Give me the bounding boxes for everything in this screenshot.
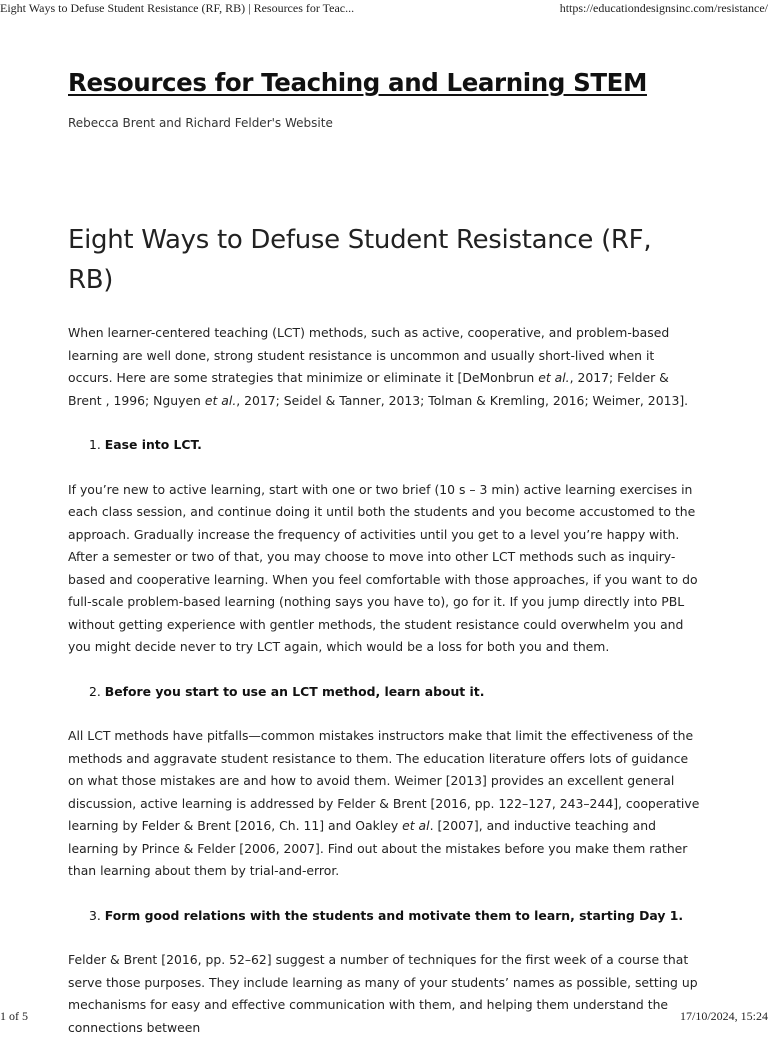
strategy-heading-3: 3. Form good relations with the students and motivate them to learn, starting Day 1. <box>89 907 684 923</box>
site-title <box>68 64 700 102</box>
post-title: Eight Ways to Defuse Student Resistance (RF, RB) <box>68 225 652 295</box>
print-header-title: Eight Ways to Defuse Student Resistance (RF, RB) | Resources for Teac... <box>0 1 355 15</box>
strategy-body-3: Felder & Brent [2016, pp. 52–62] suggest a number of techniques for the first week of a course that serve those purposes. They include learning as many of your students’ names as possible, setting up mechanisms for easy and effective communication with them, and helping them understand the connections between <box>68 952 698 1035</box>
strategy-heading-1: 1. Ease into LCT. <box>89 437 202 452</box>
strategy-body-2: All LCT methods have pitfalls—common mistakes instructors make that limit the effectiveness of the methods and aggravate student resistance to them. The education literature offers lots of guidance on what those mistakes are and how to avoid them. Weimer [2013] provides an excellent general discussion, active learning is addressed by Felder & Brent [2016, pp. 122–127, 243–244], cooperative learning by Felder & Brent [2016, Ch. 11] and Oakley et al. [2007], and inductive teaching and learning by Prince & Felder [2006, 2007]. Find out about the mistakes before you make them rather than learning about them by trial-and-error. <box>68 728 700 878</box>
strategy-heading-2: 2. Before you start to use an LCT method, learn about it. <box>89 683 485 699</box>
intro-paragraph: When learner-centered teaching (LCT) methods, such as active, cooperative, and problem-based learning are well done, strong student resistance is uncommon and usually short-lived when it occurs. Here are some strategies that minimize or eliminate it [DeMonbrun et al., 2017; Felder & Brent , 1996; Nguyen et al., 2017; Seidel & Tanner, 2013; Tolman & Kremling, 2016; Weimer, 2013]. <box>68 325 689 408</box>
strategy-body-2-emphasis: et al <box>402 818 430 833</box>
strategy-body-1: If you’re new to active learning, start with one or two brief (10 s – 3 min) active learning exercises in each class session, and continue doing it until both the students and you become accustomed to the approach. Gradually increase the frequency of activities until you get to a level you’re happy with. After a semester or two of that, you may choose to move into other LCT methods such as inquiry-based and cooperative learning. When you feel comfortable with those approaches, if you want to do full-scale problem-based learning (nothing says you have to), go for it. If you jump directly into PBL without getting experience with gentler methods, the student resistance could overwhelm you and you might decide never to try LCT again, which would be a loss for both you and them. <box>68 481 698 654</box>
intro-emphasis: et al. <box>538 370 570 385</box>
print-header <box>0 0 768 16</box>
intro-emphasis: et al. <box>204 392 237 408</box>
print-page-number: 1 of 5 <box>0 1009 28 1023</box>
site-description: Rebecca Brent and Richard Felder's Website <box>68 116 333 130</box>
site-title-link[interactable]: Resources for Teaching and Learning STEM <box>68 68 647 97</box>
print-datetime: 17/10/2024, 15:24 <box>679 1009 768 1023</box>
print-header-url: https://educationdesignsinc.com/resistance/ <box>559 1 768 15</box>
print-footer <box>0 1009 768 1024</box>
article-content <box>68 64 700 1039</box>
